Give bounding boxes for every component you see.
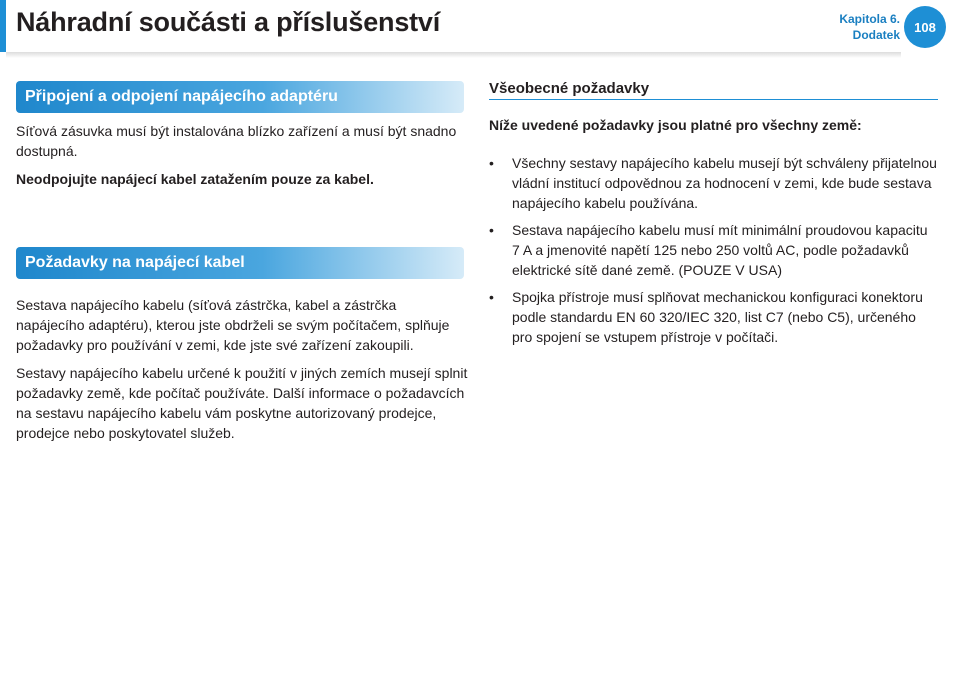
section-body-adapter <box>16 121 468 197</box>
general-requirements-body <box>489 115 938 354</box>
bullet-icon: • <box>489 289 494 305</box>
warning-paragraph: Neodpojujte napájecí kabel zatažením pouze za kabel. <box>16 171 374 187</box>
general-requirements-title: Všeobecné požadavky <box>489 80 938 100</box>
requirements-list <box>489 153 938 347</box>
page-title: Náhradní součásti a příslušenství <box>16 7 441 37</box>
list-item <box>489 153 938 213</box>
paragraph: Sestava napájecího kabelu (síťová zástrčka, kabel a zástrčka napájecího adaptéru), kterou jste obdrželi se svým počítačem, splňuje požadavky pro používání v zemi, kde jste své zařízení zakoupili. <box>16 297 450 353</box>
section-header-power-cord: Požadavky na napájecí kabel <box>16 247 464 279</box>
chapter-subtitle: Dodatek <box>852 28 900 42</box>
list-item <box>489 287 938 347</box>
chapter-label <box>839 11 900 43</box>
list-item-text: Spojka přístroje musí splňovat mechanickou konfiguraci konektoru podle standardu EN 60 320/IEC 320, list C7 (nebo C5), určeného pro spojení se vstupem přístroje v počítači. <box>512 289 923 345</box>
chapter-name: Kapitola 6. <box>839 12 900 26</box>
section-header-adapter: Připojení a odpojení napájecího adaptéru <box>16 81 464 113</box>
requirements-intro: Níže uvedené požadavky jsou platné pro všechny země: <box>489 117 862 133</box>
list-item <box>489 220 938 280</box>
paragraph: Síťová zásuvka musí být instalována blízko zařízení a musí být snadno dostupná. <box>16 123 457 159</box>
title-divider <box>6 52 901 58</box>
list-item-text: Sestava napájecího kabelu musí mít minimální proudovou kapacitu 7 A a jmenovité napětí 125 nebo 250 voltů AC, podle požadavků elektrické sítě dané země. (POUZE V USA) <box>512 222 928 278</box>
section-body-power-cord <box>16 295 468 451</box>
bullet-icon: • <box>489 222 494 238</box>
header-accent-bar <box>0 0 6 52</box>
list-item-text: Všechny sestavy napájecího kabelu musejí být schváleny přijatelnou vládní institucí odpovědnou za hodnocení v zemi, kde bude sestava napájecího kabelu používána. <box>512 155 937 211</box>
page-number-badge: 108 <box>904 6 946 48</box>
bullet-icon: • <box>489 155 494 171</box>
paragraph: Sestavy napájecího kabelu určené k použití v jiných zemích musejí splnit požadavky země, kde počítač používáte. Další informace o požadavcích na sestavu napájecího kabelu vám poskytne autorizovaný prodejce, prodejce nebo poskytovatel služeb. <box>16 365 468 441</box>
